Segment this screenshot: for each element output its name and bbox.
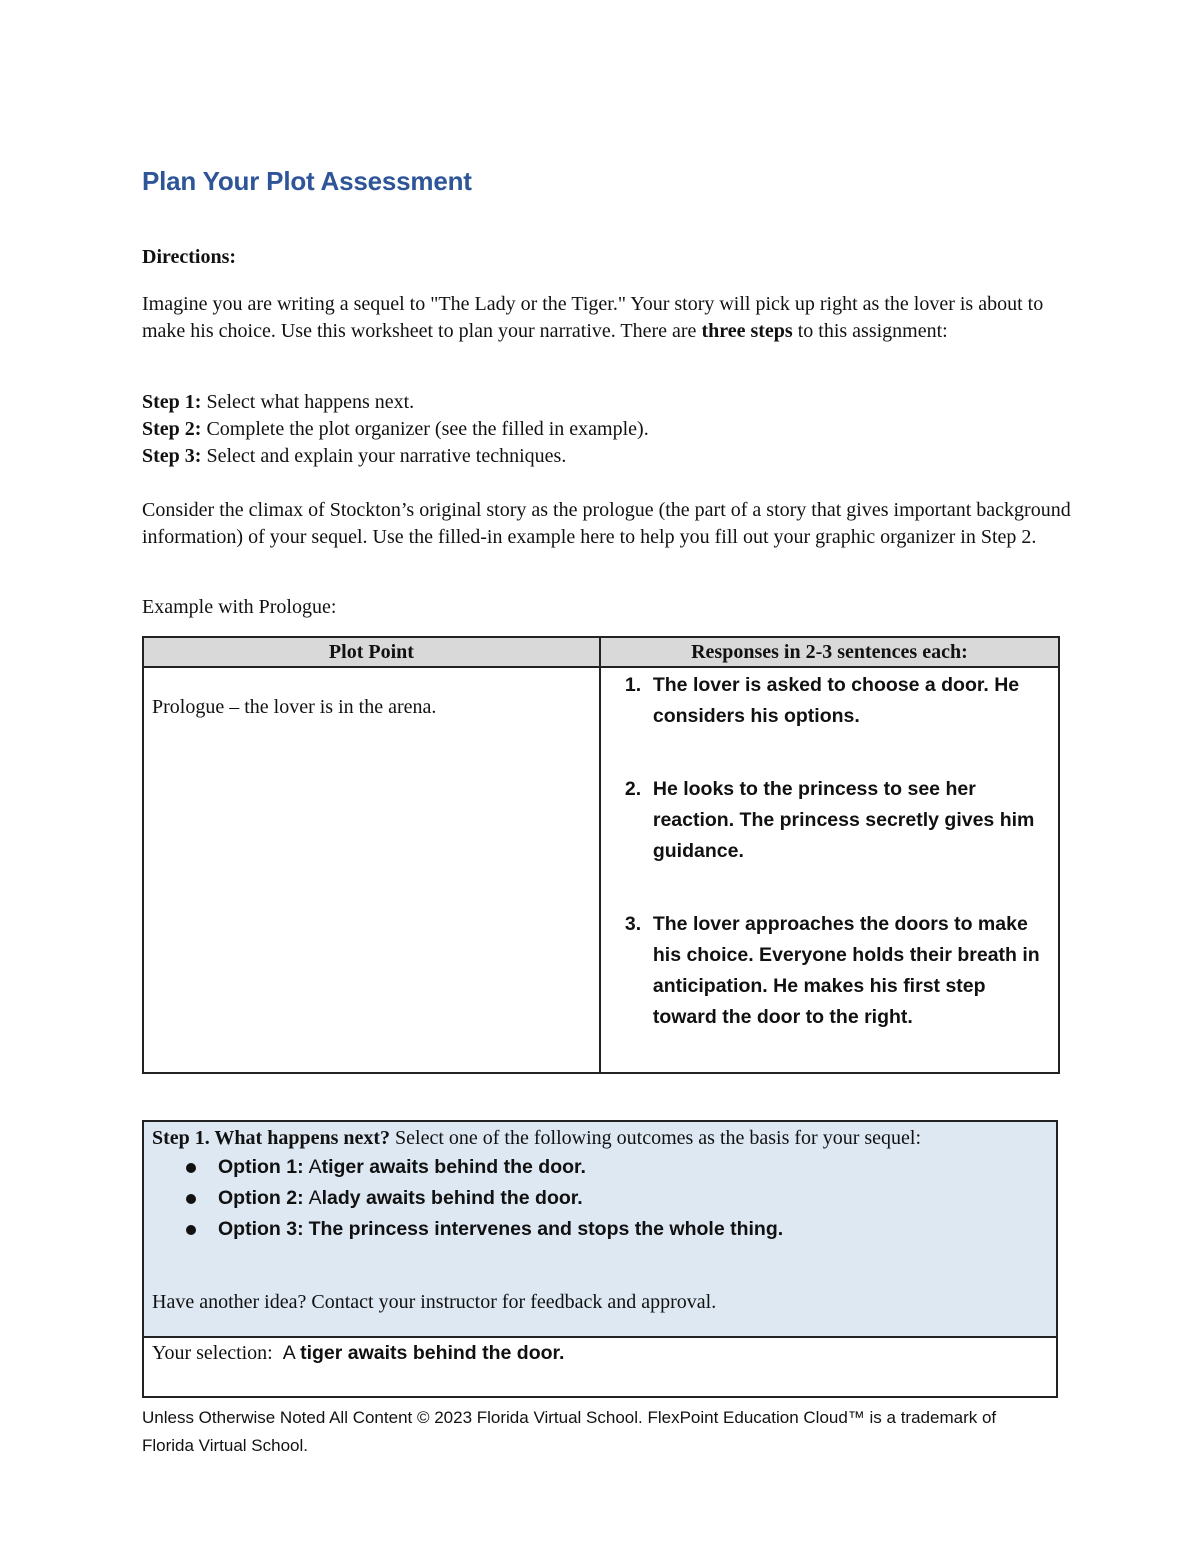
bullet-icon [186,1194,196,1204]
step1-table [142,1120,1058,1398]
bullet-icon [186,1163,196,1173]
option-text: tiger awaits behind the door. [321,1156,586,1178]
option-prefix: A [308,1187,322,1209]
response-text: He looks to the princess to see her reaction. The princess secretly gives him guidance. [652,778,1035,862]
step-label: Step 3: [142,445,202,467]
steps-list [142,389,1072,470]
step1-prompt-cell [143,1121,1057,1337]
step1-instruction: Select one of the following outcomes as the basis for your sequel: [390,1127,922,1149]
plot-point-text: Prologue – the lover is in the arena. [152,696,437,718]
options-list [152,1152,1048,1245]
option-prefix: A [308,1156,322,1178]
response-text: The lover is asked to choose a door. He considers his options. [652,674,1020,727]
column-header-plot-point: Plot Point [143,637,600,667]
page-title: Plan Your Plot Assessment [142,166,472,196]
option-label: Option 3: [218,1218,304,1240]
step-text: Complete the plot organizer (see the filled in example). [201,418,649,440]
plot-point-cell [143,667,600,1073]
list-item [186,1183,1048,1214]
footer-copyright: Unless Otherwise Noted All Content © 2023 Florida Virtual School. FlexPoint Education Cloud™ is a trademark of Florida Virtual School. [142,1408,997,1455]
response-number: 3. [624,913,642,935]
bullet-icon [186,1225,196,1235]
response-number: 2. [624,778,642,800]
intro-bold-text: three steps [701,320,793,342]
selection-prefix: A [282,1342,301,1364]
response-number: 1. [624,674,642,696]
column-header-responses: Responses in 2-3 sentences each: [600,637,1059,667]
option-text: lady awaits behind the door. [321,1187,583,1209]
intro-paragraph [142,291,1072,345]
intro-text-end: to this assignment: [792,320,948,342]
table-row [143,667,1059,1073]
step1-heading: Step 1. What happens next? [152,1127,391,1149]
step-label: Step 2: [142,418,202,440]
step-line [142,416,1072,443]
intro-text: Imagine you are writing a sequel to "The Lady or the Tiger." Your story will pick up right as the lover is about to make his choice. Use this worksheet to plan your narrative. There are [142,293,1044,342]
selection-cell[interactable] [143,1337,1057,1397]
option-label: Option 2: [218,1187,304,1209]
responses-cell [600,667,1059,1073]
option-text: The princess intervenes and stops the whole thing. [308,1218,784,1240]
example-plot-table [142,636,1060,1074]
option-label: Option 1: [218,1156,304,1178]
list-item [625,670,1048,732]
responses-list [601,668,1058,1033]
consider-paragraph: Consider the climax of Stockton’s original story as the prologue (the part of a story that gives important background information) of your sequel. Use the filled-in example here to help you fill out your graphic organizer in Step 2. [142,499,1071,548]
table-row [143,1121,1057,1337]
step-text: Select what happens next. [201,391,415,413]
list-item [186,1152,1048,1183]
list-item [186,1214,1048,1245]
example-label: Example with Prologue: [142,596,337,618]
step-line [142,443,1072,470]
step-label: Step 1: [142,391,202,413]
table-header-row [143,637,1059,667]
selection-label: Your selection: [152,1342,283,1364]
list-item [625,774,1048,867]
list-item [625,909,1048,1033]
selection-line [152,1342,1048,1365]
selection-value: tiger awaits behind the door. [300,1342,565,1364]
another-idea-text: Have another idea? Contact your instructor for feedback and approval. [152,1291,717,1313]
table-row [143,1337,1057,1397]
step-text: Select and explain your narrative techniques. [201,445,567,467]
directions-label: Directions: [142,246,237,268]
step-line [142,389,1072,416]
step1-prompt [152,1124,1048,1152]
response-text: The lover approaches the doors to make his choice. Everyone holds their breath in anticipation. He makes his first step toward the door to the right. [652,913,1040,1028]
